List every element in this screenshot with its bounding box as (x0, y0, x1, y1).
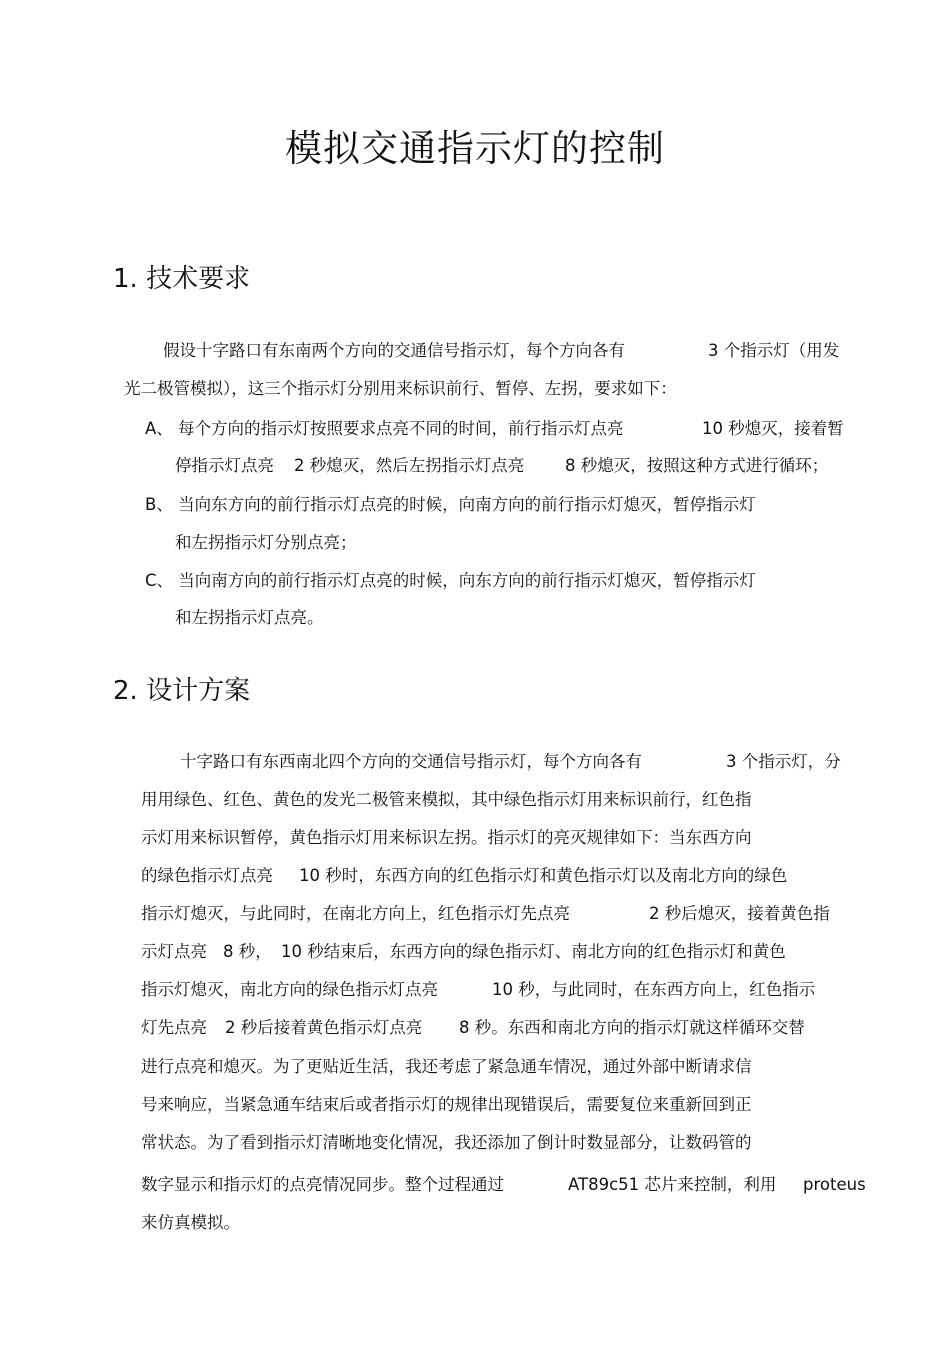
paragraph-line (803, 1175, 866, 1195)
text-segment: 10 秒熄灭，接着暂 (702, 419, 844, 438)
paragraph-line (649, 904, 830, 924)
text-segment: 来仿真模拟。 (141, 1213, 240, 1232)
text-segment: 指示灯熄灭，南北方向的绿色指示灯点亮 (141, 980, 438, 999)
paragraph-line (141, 904, 570, 924)
list-item-c (145, 571, 756, 591)
paragraph-line (225, 1018, 422, 1038)
text-segment: A、 每个方向的指示灯按照要求点亮不同的时间，前行指示灯点亮 (145, 419, 624, 438)
paragraph-line (141, 790, 752, 810)
text-segment: 和左拐指示灯点亮。 (175, 608, 324, 627)
text-segment: B、 当向东方向的前行指示灯点亮的时候，向南方向的前行指示灯熄灭，暂停指示灯 (145, 495, 756, 514)
text-segment: 灯先点亮 (141, 1018, 207, 1037)
paragraph-line (180, 752, 642, 772)
list-item-b (145, 495, 756, 515)
text-segment: 示灯点亮 (141, 942, 207, 961)
paragraph-line (708, 341, 839, 361)
paragraph-line (568, 1175, 776, 1195)
list-item-a-line2 (175, 456, 274, 476)
paragraph-line (726, 752, 841, 772)
text-segment: 假设十字路口有东南两个方向的交通信号指示灯，每个方向各有 (163, 341, 625, 360)
list-item-b-line2 (175, 533, 357, 553)
paragraph-line (141, 1057, 752, 1077)
paragraph-line (141, 1018, 207, 1038)
text-segment: C、 当向南方向的前行指示灯点亮的时候，向东方向的前行指示灯熄灭，暂停指示灯 (145, 571, 756, 590)
list-item-a-cont (702, 419, 844, 439)
paragraph-line (299, 866, 787, 886)
text-segment: AT89c51 芯片来控制，利用 (568, 1175, 777, 1194)
list-item-a-line2 (565, 456, 828, 476)
paragraph-line (281, 942, 786, 962)
text-segment: 数字显示和指示灯的点亮情况同步。整个过程通过 (141, 1175, 504, 1194)
paragraph-line (141, 828, 752, 848)
paragraph-line (163, 341, 625, 361)
text-segment: 10 秒，与此同时，在东西方向上，红色指示 (492, 980, 816, 999)
text-segment: 3 个指示灯（用发 (708, 341, 840, 360)
text-segment: 指示灯熄灭，与此同时，在南北方向上，红色指示灯先点亮 (141, 904, 570, 923)
paragraph-line (459, 1018, 805, 1038)
list-item-a-line2 (294, 456, 524, 476)
text-segment: 2 秒后熄灭，接着黄色指 (649, 904, 830, 923)
text-segment: 10 秒结束后，东西方向的绿色指示灯、南北方向的红色指示灯和黄色 (281, 942, 786, 961)
text-segment: proteus (803, 1175, 866, 1194)
list-item-a (145, 419, 624, 439)
text-segment: 常状态。为了看到指示灯清晰地变化情况，我还添加了倒计时数显部分，让数码管的 (141, 1133, 752, 1152)
paragraph-line (492, 980, 815, 1000)
text-segment: 和左拐指示灯分别点亮； (175, 533, 357, 552)
section-heading-requirements: 1. 技术要求 (113, 264, 251, 294)
text-segment: 8 秒。东西和南北方向的指示灯就这样循环交替 (459, 1018, 805, 1037)
paragraph-line (141, 942, 207, 962)
text-segment: 8 秒， (223, 942, 272, 961)
text-segment: 10 秒时，东西方向的红色指示灯和黄色指示灯以及南北方向的绿色 (299, 866, 788, 885)
document-title: 模拟交通指示灯的控制 (285, 127, 665, 170)
text-segment: 8 秒熄灭，按照这种方式进行循环； (565, 456, 829, 475)
paragraph-line (141, 980, 438, 1000)
text-segment: 用用绿色、红色、黄色的发光二极管来模拟，其中绿色指示灯用来标识前行，红色指 (141, 790, 752, 809)
text-segment: 示灯用来标识暂停，黄色指示灯用来标识左拐。指示灯的亮灭规律如下：当东西方向 (141, 828, 752, 847)
paragraph-line (141, 1133, 752, 1153)
text-segment: 十字路口有东西南北四个方向的交通信号指示灯，每个方向各有 (180, 752, 642, 771)
text-segment: 号来响应，当紧急通车结束后或者指示灯的规律出现错误后，需要复位来重新回到正 (141, 1095, 752, 1114)
text-segment: 停指示灯点亮 (175, 456, 274, 475)
section-heading-design: 2. 设计方案 (113, 676, 251, 706)
paragraph-line (141, 1175, 504, 1195)
text-segment: 3 个指示灯，分 (726, 752, 841, 771)
text-segment: 的绿色指示灯点亮 (141, 866, 273, 885)
text-segment: 进行点亮和熄灭。为了更贴近生活，我还考虑了紧急通车情况，通过外部中断请求信 (141, 1057, 752, 1076)
paragraph-line (124, 379, 677, 399)
paragraph-line (141, 1213, 240, 1233)
text-segment: 2 秒后接着黄色指示灯点亮 (225, 1018, 423, 1037)
list-item-c-line2 (175, 608, 324, 628)
paragraph-line (223, 942, 272, 962)
text-segment: 光二极管模拟），这三个指示灯分别用来标识前行、暂停、左拐，要求如下： (124, 379, 677, 398)
text-segment: 2 秒熄灭，然后左拐指示灯点亮 (294, 456, 525, 475)
paragraph-line (141, 1095, 752, 1115)
paragraph-line (141, 866, 273, 886)
